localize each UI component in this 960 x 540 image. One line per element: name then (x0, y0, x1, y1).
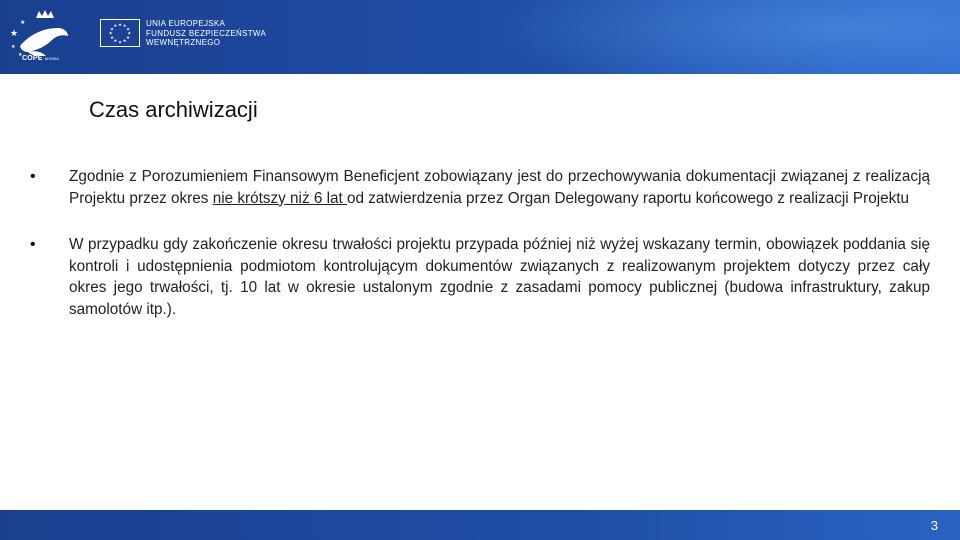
bullet-item-1 (30, 166, 930, 209)
svg-text:★: ★ (113, 24, 118, 30)
bullet-1-text-before: Zgodnie z Porozumieniem Finansowym Beneficjent zobowiązany jest do przechowywania dokumentacji związanej z realizacją Projektu przez okres (69, 168, 930, 207)
svg-text:★: ★ (110, 27, 114, 33)
bullet-text-1 (69, 166, 930, 209)
eu-fund-text (146, 19, 266, 48)
page-number: 3 (930, 518, 938, 533)
bullet-2-text-before: W przypadku gdy zakończenie okresu trwałości projektu przypada później niż wyżej wskazany termin, obowiązek poddania się kontroli i udostępnienia podmiotom kontrolującym dokumentów związanych z realizowanym projektem dotyczy przez cały okres jego trwałości, tj. 10 lat w okresie ustalonym zgodnie z zasadami pomocy publicznej (budowa infrastruktury, zakup samolotów itp.). (69, 236, 930, 318)
svg-text:★: ★ (113, 39, 118, 45)
bullet-list (30, 166, 930, 345)
header-gradient (480, 0, 960, 74)
svg-text:★: ★ (20, 20, 26, 26)
bullet-1-underlined: nie krótszy niż 6 lat (212, 189, 348, 207)
bullet-1-text-after: od zatwierdzenia przez Organ Delegowany raportu końcowego z realizacji Projektu (347, 189, 910, 207)
svg-text:★: ★ (108, 31, 113, 37)
svg-text:★: ★ (127, 31, 132, 37)
footer-bar (0, 510, 960, 540)
svg-text:★: ★ (110, 35, 114, 41)
svg-text:★: ★ (18, 52, 23, 58)
eu-line-1: UNIA EUROPEJSKA (146, 19, 226, 28)
slide-title: Czas archiwizacji (89, 97, 258, 122)
bullet-item-2 (30, 234, 930, 320)
svg-text:★: ★ (122, 39, 127, 45)
bullet-marker: • (30, 168, 36, 185)
header-bar (0, 0, 960, 74)
svg-text:★: ★ (118, 40, 122, 46)
svg-text:★: ★ (126, 27, 130, 33)
bullet-marker: • (30, 236, 36, 253)
svg-text:★: ★ (122, 24, 127, 30)
eu-flag-icon (100, 19, 140, 47)
svg-text:★: ★ (118, 23, 122, 29)
cope-logo-text: COPE MSWiA (22, 55, 60, 62)
eu-line-3: WEWNĘTRZNEGO (146, 38, 221, 47)
svg-text:★: ★ (126, 35, 130, 41)
bullet-text-2 (69, 234, 930, 320)
eu-line-2: FUNDUSZ BEZPIECZEŃSTWA (146, 28, 267, 38)
svg-text:★: ★ (11, 44, 16, 50)
svg-text:★: ★ (10, 28, 19, 38)
